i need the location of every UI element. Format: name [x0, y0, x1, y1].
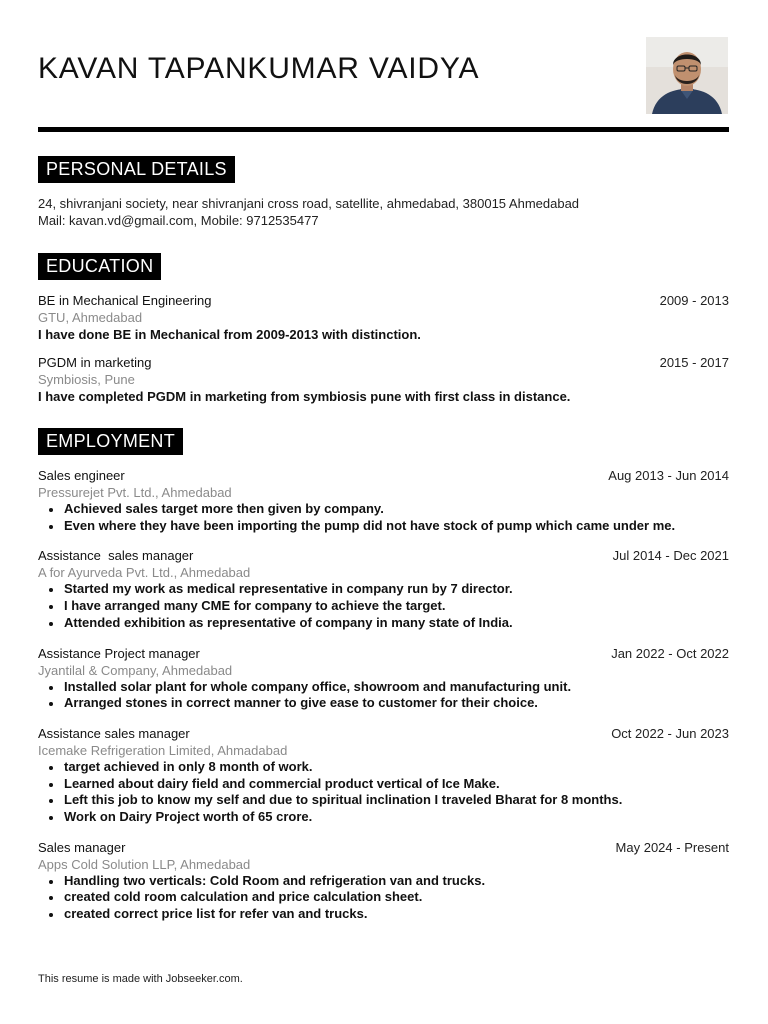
education-item [38, 354, 729, 405]
list-item: Started my work as medical representative in company run by 7 director. [38, 581, 729, 598]
profile-photo [646, 37, 728, 114]
degree-title: PGDM in marketing [38, 355, 152, 370]
job-dates: Jul 2014 - Dec 2021 [612, 548, 729, 564]
personal-details-heading: PERSONAL DETAILS [38, 156, 235, 183]
job-item [38, 645, 729, 712]
list-item: Achieved sales target more then given by company. [38, 501, 729, 518]
education-dates: 2009 - 2013 [659, 293, 729, 308]
contact-text: Mail: kavan.vd@gmail.com, Mobile: 9712535477 [38, 213, 319, 228]
list-item: Arranged stones in correct manner to give ease to customer for their choice. [38, 695, 729, 712]
degree-title: BE in Mechanical Engineering [38, 293, 212, 308]
job-dates: May 2024 - Present [615, 839, 729, 855]
list-item: Work on Dairy Project worth of 65 crore. [38, 809, 729, 826]
company-name: Jyantilal & Company, Ahmedabad [38, 662, 233, 678]
company-name: Apps Cold Solution LLP, Ahmedabad [38, 856, 251, 872]
institution-name: GTU, Ahmedabad [38, 310, 143, 325]
education-heading: EDUCATION [38, 253, 161, 280]
list-item: Left this job to know my self and due to spiritual inclination I traveled Bharat for 8 months. [38, 792, 729, 809]
job-item [38, 467, 729, 534]
list-item: created cold room calculation and price calculation sheet. [38, 889, 729, 906]
list-item: Learned about dairy field and commercial product vertical of Ice Make. [38, 776, 729, 793]
job-bullets [38, 501, 729, 534]
job-item [38, 725, 729, 826]
employment-heading: EMPLOYMENT [38, 428, 183, 455]
job-role: Assistance sales manager [38, 548, 194, 564]
list-item: target achieved in only 8 month of work. [38, 759, 729, 776]
job-bullets [38, 759, 729, 826]
list-item: created correct price list for refer van and trucks. [38, 906, 729, 923]
job-item [38, 839, 729, 923]
list-item: I have arranged many CME for company to achieve the target. [38, 598, 729, 615]
job-role: Assistance sales manager [38, 725, 190, 741]
job-item [38, 547, 729, 631]
employment-section [38, 428, 729, 923]
job-role: Sales manager [38, 839, 126, 855]
education-item [38, 292, 729, 343]
education-description: I have done BE in Mechanical from 2009-2013 with distinction. [38, 327, 421, 342]
list-item: Handling two verticals: Cold Room and refrigeration van and trucks. [38, 873, 729, 890]
list-item: Installed solar plant for whole company office, showroom and manufacturing unit. [38, 679, 729, 696]
candidate-name: KAVAN TAPANKUMAR VAIDYA [38, 52, 480, 85]
job-dates: Oct 2022 - Jun 2023 [611, 725, 729, 741]
footer-note: This resume is made with Jobseeker.com. [38, 973, 243, 985]
list-item: Even where they have been importing the pump did not have stock of pump which came under me. [38, 518, 729, 535]
company-name: Icemake Refrigeration Limited, Ahmadabad [38, 742, 288, 758]
list-item: Attended exhibition as representative of company in many state of India. [38, 615, 729, 632]
address-text: 24, shivranjani society, near shivranjani cross road, satellite, ahmedabad, 380015 Ahmedabad [38, 196, 580, 211]
job-bullets [38, 679, 729, 712]
education-section [38, 253, 729, 405]
job-bullets [38, 873, 729, 923]
job-role: Assistance Project manager [38, 645, 200, 661]
job-dates: Aug 2013 - Jun 2014 [608, 468, 729, 483]
job-dates: Jan 2022 - Oct 2022 [611, 645, 729, 661]
profile-photo-portrait [646, 37, 728, 114]
education-dates: 2015 - 2017 [659, 355, 729, 370]
job-bullets [38, 581, 729, 631]
header-divider [38, 127, 729, 132]
institution-name: Symbiosis, Pune [38, 372, 135, 387]
education-description: I have completed PGDM in marketing from symbiosis pune with first class in distance. [38, 389, 571, 404]
personal-details-section [38, 156, 729, 229]
company-name: Pressurejet Pvt. Ltd., Ahmedabad [38, 485, 232, 500]
job-role: Sales engineer [38, 468, 125, 483]
company-name: A for Ayurveda Pvt. Ltd., Ahmedabad [38, 565, 251, 581]
